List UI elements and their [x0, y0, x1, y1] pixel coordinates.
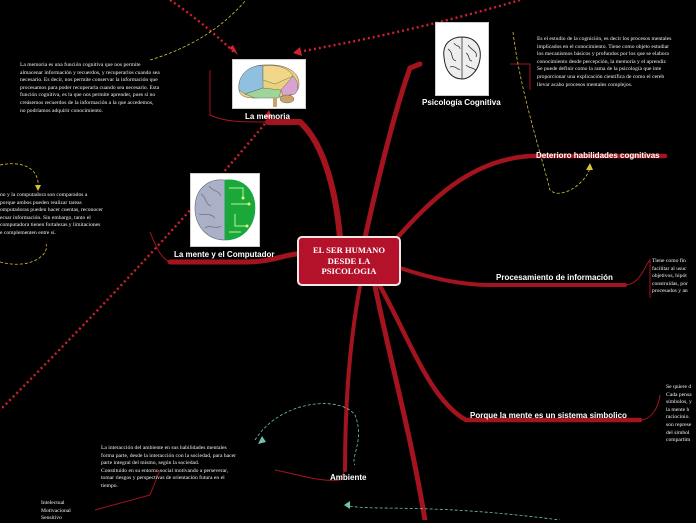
note-line: la mente h [666, 406, 690, 413]
note-line: llevar acabo procesos mentales complejos. [537, 81, 633, 88]
topic-procesamiento[interactable]: Procesamiento de información [496, 273, 613, 282]
note-line: construidas, por [652, 280, 688, 287]
note-line: símbolos, y [666, 399, 692, 406]
note-line: Tiene como fin [652, 258, 686, 264]
topic-deterioro[interactable]: Deterioro habilidades cognitivas [536, 151, 660, 160]
note-line: del simbol [666, 429, 690, 436]
topic-ambiente[interactable]: Ambiente [330, 473, 367, 482]
note-line: omputadoras pueden hacer cuentas, reconocer [0, 207, 103, 214]
note-line: objetivos, hipót [652, 273, 687, 280]
note-line: La interacción del ambiente en sus habilidades mentales [101, 445, 227, 451]
branch-simbolico [380, 286, 640, 420]
branch-memoria [268, 122, 340, 238]
memoria-note [20, 62, 160, 115]
connector-mente-note [150, 232, 170, 262]
arrowhead-teal-bottom [344, 501, 350, 509]
red-dotted-lower-left [0, 120, 268, 410]
topic-sistema-simbolico[interactable]: Porque la mente es un sistema simbolico [470, 411, 627, 420]
yellow-dashed-mente-bottom [0, 244, 47, 264]
note-line: ecsar información. Sin embargo, tanto el [0, 214, 91, 221]
arrowhead-teal-up [258, 436, 266, 444]
connector-psico-note [510, 64, 530, 90]
sub-item[interactable]: Sensitivo [41, 515, 62, 522]
note-line: forma parte, desde la interacción con la sociedad, para hacer [101, 452, 236, 459]
note-line: conocimiento desde percepción, la memoria y el aprendiz [537, 58, 666, 65]
note-line: raciocinio. [666, 414, 690, 421]
teal-dashed-bottom [345, 505, 560, 520]
sistema-simbolico-note [666, 384, 692, 445]
teal-dashed-ambiente [255, 404, 359, 465]
note-line: procesados y an [652, 288, 688, 295]
note-line: Se quiere d [666, 384, 692, 390]
topic-psicologia-cognitiva[interactable]: Psicología Cognitiva [422, 98, 501, 107]
ambiente-sub-items [41, 500, 71, 523]
sub-item[interactable]: Motivacional [41, 507, 71, 514]
brain-circuit-icon [191, 174, 259, 246]
branch-ambiente [345, 286, 360, 470]
note-line: Se puede definir como la rama de la psicología que inte [537, 66, 662, 73]
ambiente-note [101, 445, 236, 491]
brain-lobes-icon [233, 60, 305, 108]
brain-lobes-image[interactable] [232, 59, 306, 109]
note-line: tiempo. [101, 482, 118, 489]
note-line: Constituido en su entorno social motivando a perseverar, [101, 467, 229, 474]
note-line: computadora tienen fortalezas y limitaciones [0, 222, 101, 229]
note-line: procesamos para poder recuperarla cuando sea necesario. Esta [20, 84, 160, 91]
brain-sketch-image[interactable] [435, 22, 489, 96]
branch-deterioro [390, 156, 665, 246]
arrowhead-right [293, 47, 302, 56]
note-line: e complementen entre sí. [0, 229, 56, 236]
mente-computador-note [0, 192, 103, 238]
brain-circuit-image[interactable] [190, 173, 260, 247]
connector-procesamiento-note [625, 260, 650, 298]
sub-item[interactable]: Intelectual [41, 500, 65, 506]
note-line: proporcionar una explicación científica de como el cereb [537, 73, 665, 80]
note-line: tomar riesgos y perspectivas de orientación futura en el [101, 475, 225, 482]
note-line: no podríamos adquirir conocimiento. [20, 107, 103, 114]
procesamiento-note [652, 258, 688, 296]
arrowhead-left [229, 45, 238, 55]
topic-memoria[interactable]: La memoria [245, 112, 290, 121]
brain-sketch-icon [436, 23, 488, 95]
note-line: almacenar información y recuerdos, y recuperarlos cuando sea [20, 69, 160, 76]
branch-psico [365, 64, 420, 238]
note-line: función cognitiva, es la que nos permite aprender, pues si no [20, 92, 156, 99]
yellow-dashed-mente [0, 164, 38, 188]
note-line: los mecanismos básicos y profundos por los que se elabora [537, 51, 669, 58]
note-line: creásemos recuerdos de la información a la que accedemos, [20, 99, 154, 106]
note-line: parte integral del mismo, según la sociedad. [101, 460, 200, 467]
note-line: La memoria es una función cognitiva que nos permite [20, 62, 141, 68]
note-line: porque ambos pueden realizar tareas [0, 199, 82, 206]
topic-mente-computador[interactable]: La mente y el Computador [174, 250, 275, 259]
psicologia-cognitiva-note [537, 36, 671, 89]
note-line: facilitar al usuc [652, 265, 687, 272]
note-line: Es el estudio de la cognición, es decir los procesos mentales [537, 36, 672, 42]
arrowhead-yellow-mente [35, 185, 41, 191]
connector-simbolico-note [640, 395, 660, 420]
central-topic-text: EL SER HUMANO DESDE LA PSICOLOGIA [312, 245, 386, 277]
central-topic[interactable] [297, 236, 401, 286]
note-line: implicados en el conocimiento. Tiene como objeto estudiar [537, 43, 670, 50]
red-dotted-arrow-left [170, 0, 234, 52]
note-line: necesario. Es decir, nos permite conservar la información que [20, 77, 158, 84]
note-line: son represe [666, 421, 692, 428]
note-line: no y la computadora son comparados a [0, 192, 88, 198]
note-line: Cada pensa [666, 391, 692, 398]
arrowhead-yellow-deterioro [586, 163, 593, 170]
note-line: compartim [666, 437, 691, 444]
